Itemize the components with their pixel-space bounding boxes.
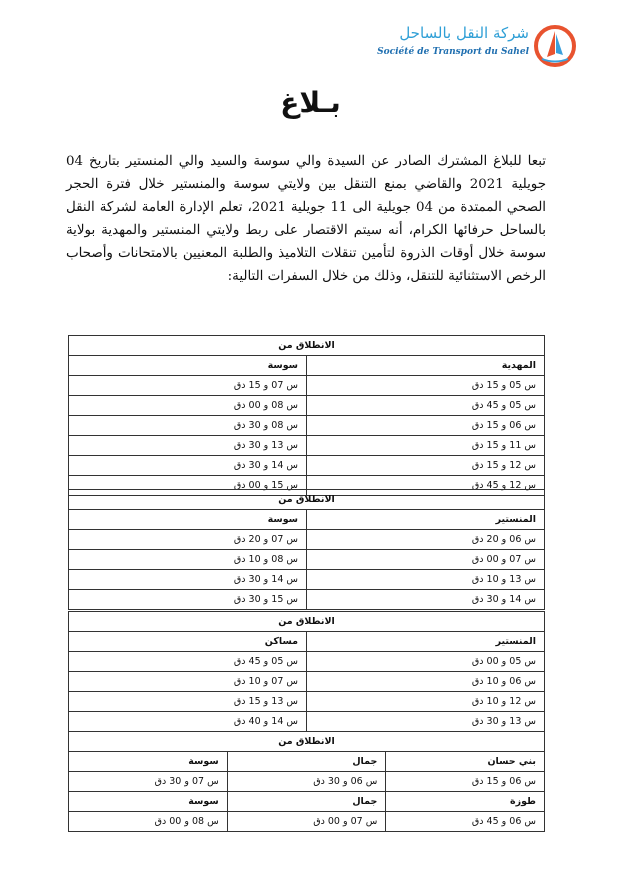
departure-time: س 08 و 30 دق — [69, 416, 307, 436]
column-header-origin: المنستير — [307, 632, 545, 652]
table-row — [69, 456, 545, 476]
departure-time: س 05 و 45 دق — [307, 396, 545, 416]
departure-time: س 05 و 00 دق — [307, 652, 545, 672]
stop-label: طوزة — [386, 792, 545, 812]
table-row — [69, 812, 545, 832]
departure-time: س 14 و 40 دق — [69, 712, 307, 732]
departure-time: س 12 و 10 دق — [307, 692, 545, 712]
table-header: الانطلاق من — [69, 612, 545, 632]
departure-time: س 06 و 15 دق — [386, 772, 545, 792]
departure-time: س 07 و 00 دق — [227, 812, 386, 832]
table-row — [69, 396, 545, 416]
table-row — [69, 652, 545, 672]
departure-time: س 06 و 20 دق — [307, 530, 545, 550]
departure-time: س 13 و 30 دق — [69, 436, 307, 456]
table-row — [69, 712, 545, 732]
table-row — [69, 672, 545, 692]
table-row — [69, 376, 545, 396]
table-header: الانطلاق من — [69, 490, 545, 510]
table-row — [69, 692, 545, 712]
departure-time: س 13 و 15 دق — [69, 692, 307, 712]
departure-time: س 12 و 15 دق — [307, 456, 545, 476]
company-logo — [372, 22, 577, 72]
departure-time: س 15 و 30 دق — [69, 590, 307, 610]
company-emblem-icon — [533, 24, 577, 68]
departure-time: س 08 و 10 دق — [69, 550, 307, 570]
departure-time: س 07 و 00 دق — [307, 550, 545, 570]
departure-time: س 06 و 45 دق — [386, 812, 545, 832]
column-header-destination: مساكن — [69, 632, 307, 652]
table-header: الانطلاق من — [69, 336, 545, 356]
departure-time: س 06 و 10 دق — [307, 672, 545, 692]
table-row — [69, 436, 545, 456]
departure-time: س 13 و 30 دق — [307, 712, 545, 732]
departure-time: س 07 و 15 دق — [69, 376, 307, 396]
schedule-table-monastir-msaken — [68, 611, 545, 732]
column-header-destination: سوسة — [69, 356, 307, 376]
departure-time: س 13 و 10 دق — [307, 570, 545, 590]
schedule-table-mahdia-sousse — [68, 335, 545, 496]
departure-time: س 07 و 30 دق — [69, 772, 228, 792]
departure-time: س 06 و 15 دق — [307, 416, 545, 436]
company-name-french: Société de Transport du Sahel — [377, 47, 529, 57]
departure-time: س 05 و 15 دق — [307, 376, 545, 396]
departure-time: س 07 و 10 دق — [69, 672, 307, 692]
table-row — [69, 590, 545, 610]
stop-label: سوسة — [69, 752, 228, 772]
departure-time: س 14 و 30 دق — [69, 570, 307, 590]
table-row — [69, 772, 545, 792]
column-header-origin: المنستير — [307, 510, 545, 530]
column-header-destination: سوسة — [69, 510, 307, 530]
column-header-origin: المهدية — [307, 356, 545, 376]
departure-time: س 11 و 15 دق — [307, 436, 545, 456]
announcement-text: تبعا للبلاغ المشترك الصادر عن السيدة والي سوسة والسيد والي المنستير بتاريخ 04 جويلية 2021 والقاضي بمنع التنقل بين ولايتي سوسة والمنستير خلال فترة الحجر الصحي الممتدة من 04 جويلية الى 11 جويلية 2021، تعلم الإدارة العامة لشركة النقل بالساحل حرفائها الكرام، أنه سيتم الاقتصار على ربط ولايتي المنستير والمهدية بولاية سوسة خلال أوقات الذروة لتأمين تنقلات التلاميذ والطلبة المعنيين بالامتحانات وأصحاب الرخص الاستثنائية للتنقل، وذلك من خلال السفرات التالية: — [66, 154, 547, 284]
company-name-arabic: شركة النقل بالساحل — [399, 24, 529, 42]
departure-time: س 07 و 20 دق — [69, 530, 307, 550]
departure-time: س 08 و 00 دق — [69, 396, 307, 416]
departure-time: س 05 و 45 دق — [69, 652, 307, 672]
table-row — [69, 570, 545, 590]
stop-label: بني حسان — [386, 752, 545, 772]
departure-time: س 12 و 45 دق — [307, 476, 545, 496]
table-row — [69, 550, 545, 570]
departure-time: س 14 و 30 دق — [307, 590, 545, 610]
schedule-table-monastir-sousse — [68, 489, 545, 610]
departure-time: س 14 و 30 دق — [69, 456, 307, 476]
departure-time: س 08 و 00 دق — [69, 812, 228, 832]
stop-label: جمال — [227, 752, 386, 772]
page-title: بـلاغ — [280, 86, 341, 119]
departure-time: س 06 و 30 دق — [227, 772, 386, 792]
table-row — [69, 416, 545, 436]
stop-label: سوسة — [69, 792, 228, 812]
schedule-table-beni-hassen-sousse — [68, 731, 545, 832]
stop-label: جمال — [227, 792, 386, 812]
table-header: الانطلاق من — [69, 732, 545, 752]
table-row — [69, 530, 545, 550]
departure-time: س 15 و 00 دق — [69, 476, 307, 496]
